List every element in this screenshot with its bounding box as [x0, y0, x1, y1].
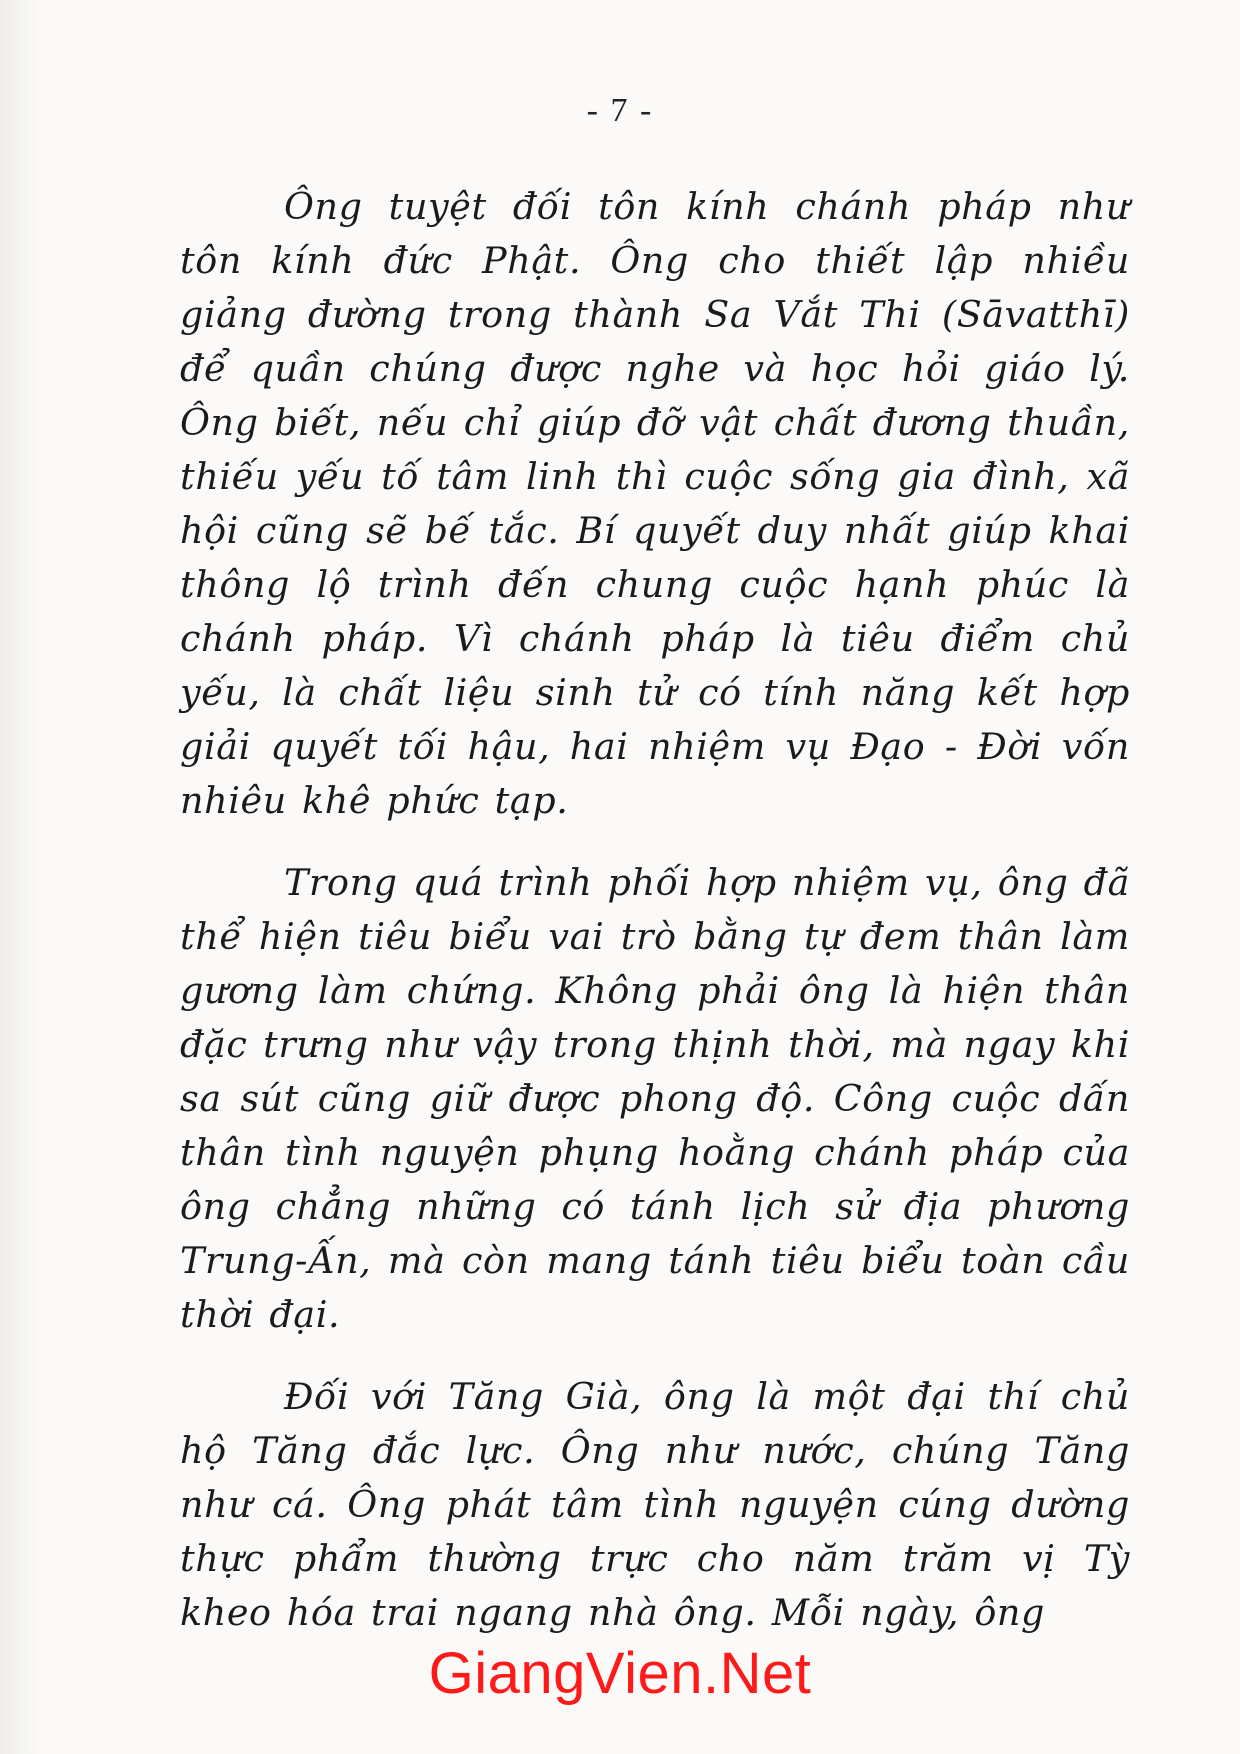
scan-edge-shadow [0, 0, 40, 1754]
paragraph-3: Đối với Tăng Già, ông là một đại thí chủ hộ Tăng đắc lực. Ông như nước, chúng Tăng như cá. Ông phát tâm tình nguyện cúng dường thực phẩm thường trực cho năm trăm vị Tỳ kheo hóa trai ngang nhà ông. Mỗi ngày, ông [180, 1375, 1130, 1634]
watermark-text: GiangVien.Net [428, 1641, 812, 1706]
paragraph-1: Ông tuyệt đối tôn kính chánh pháp như tôn kính đức Phật. Ông cho thiết lập nhiều giảng đường trong thành Sa Vắt Thi (Sāvatthī) để quần chúng được nghe và học hỏi giáo lý. Ông biết, nếu chỉ giúp đỡ vật chất đương thuần, thiếu yếu tố tâm linh thì cuộc sống gia đình, xã hội cũng sẽ bế tắc. Bí quyết duy nhất giúp khai thông lộ trình đến chung cuộc hạnh phúc là chánh pháp. Vì chánh pháp là tiêu điểm chủ yếu, là chất liệu sinh tử có tính năng kết hợp giải quyết tối hậu, hai nhiệm vụ Đạo - Đời vốn nhiêu khê phức tạp. [180, 185, 1130, 822]
body-text [180, 180, 1130, 1668]
page-number: - 7 - [586, 92, 654, 129]
paragraph-2: Trong quá trình phối hợp nhiệm vụ, ông đã thể hiện tiêu biểu vai trò bằng tự đem thân làm gương làm chứng. Không phải ông là hiện thân đặc trưng như vậy trong thịnh thời, mà ngay khi sa sút cũng giữ được phong độ. Công cuộc dấn thân tình nguyện phụng hoằng chánh pháp của ông chẳng những có tánh lịch sử địa phương Trung-Ấn, mà còn mang tánh tiêu biểu toàn cầu thời đại. [180, 861, 1130, 1336]
